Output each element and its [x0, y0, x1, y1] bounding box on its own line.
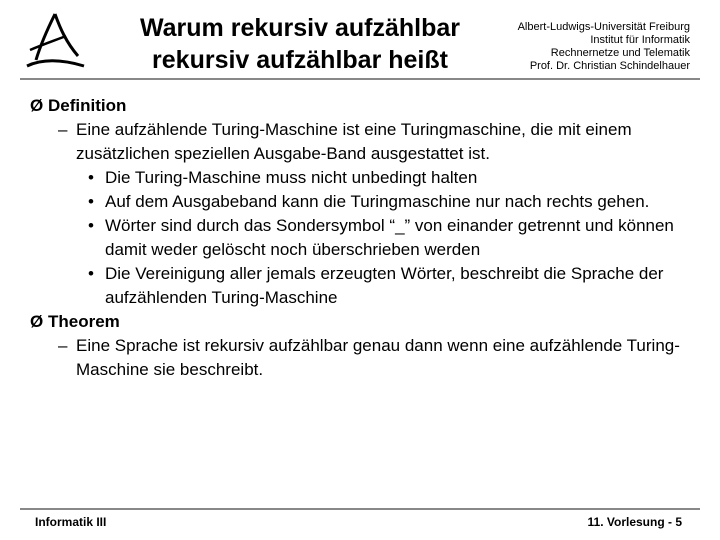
title-line-2: rekursiv aufzählbar heißt — [152, 46, 448, 74]
definition-point — [0, 190, 720, 214]
albert-ludwigs-logo-icon — [22, 10, 92, 70]
title-line-1: Warum rekursiv aufzählbar — [139, 14, 460, 42]
dot-marker: • — [88, 192, 94, 211]
definition-point-text: Auf dem Ausgabeband kann die Turingmaschine nur nach rechts gehen. — [105, 192, 650, 211]
theorem-heading-text: Theorem — [48, 312, 120, 331]
definition-point — [0, 262, 720, 310]
footer-divider — [20, 508, 700, 510]
institution-line: Rechnernetze und Telematik — [550, 47, 690, 59]
dot-marker: • — [88, 216, 94, 235]
definition-text — [0, 118, 720, 166]
definition-heading-text: Definition — [48, 96, 127, 115]
dash-marker: – — [58, 336, 68, 355]
dot-marker: • — [88, 264, 94, 283]
institution-line: Albert-Ludwigs-Universität Freiburg — [517, 21, 690, 33]
definition-point-text: Die Vereinigung aller jemals erzeugten Wörter, beschreibt die Sprache der aufzählenden Turing-Maschine — [105, 264, 664, 307]
definition-point — [0, 166, 720, 190]
header-divider — [20, 78, 700, 80]
theorem-text-body: Eine Sprache ist rekursiv aufzählbar genau dann wenn eine aufzählende Turing-Maschine sie beschreibt. — [76, 336, 680, 379]
arrow-bullet-icon: Ø — [30, 96, 44, 115]
institution-line: Institut für Informatik — [590, 34, 690, 46]
theorem-text — [0, 334, 720, 382]
slide-title — [110, 12, 490, 76]
dash-marker: – — [58, 120, 68, 139]
definition-point-text: Wörter sind durch das Sondersymbol “_” von einander getrennt und können damit weder gelöscht noch überschrieben werden — [105, 216, 674, 259]
definition-heading — [0, 94, 720, 118]
definition-text-body: Eine aufzählende Turing-Maschine ist eine Turingmaschine, die mit einem zusätzlichen speziellen Ausgabe-Band ausgestattet ist. — [76, 120, 632, 163]
footer-course: Informatik III — [35, 515, 107, 529]
slide-content — [0, 94, 720, 382]
definition-point-text: Die Turing-Maschine muss nicht unbedingt halten — [105, 168, 478, 187]
arrow-bullet-icon: Ø — [30, 312, 44, 331]
footer-page-number: 11. Vorlesung - 5 — [587, 515, 682, 529]
definition-point — [0, 214, 720, 262]
dot-marker: • — [88, 168, 94, 187]
institution-block — [480, 21, 690, 73]
theorem-heading — [0, 310, 720, 334]
institution-line: Prof. Dr. Christian Schindelhauer — [529, 60, 690, 72]
